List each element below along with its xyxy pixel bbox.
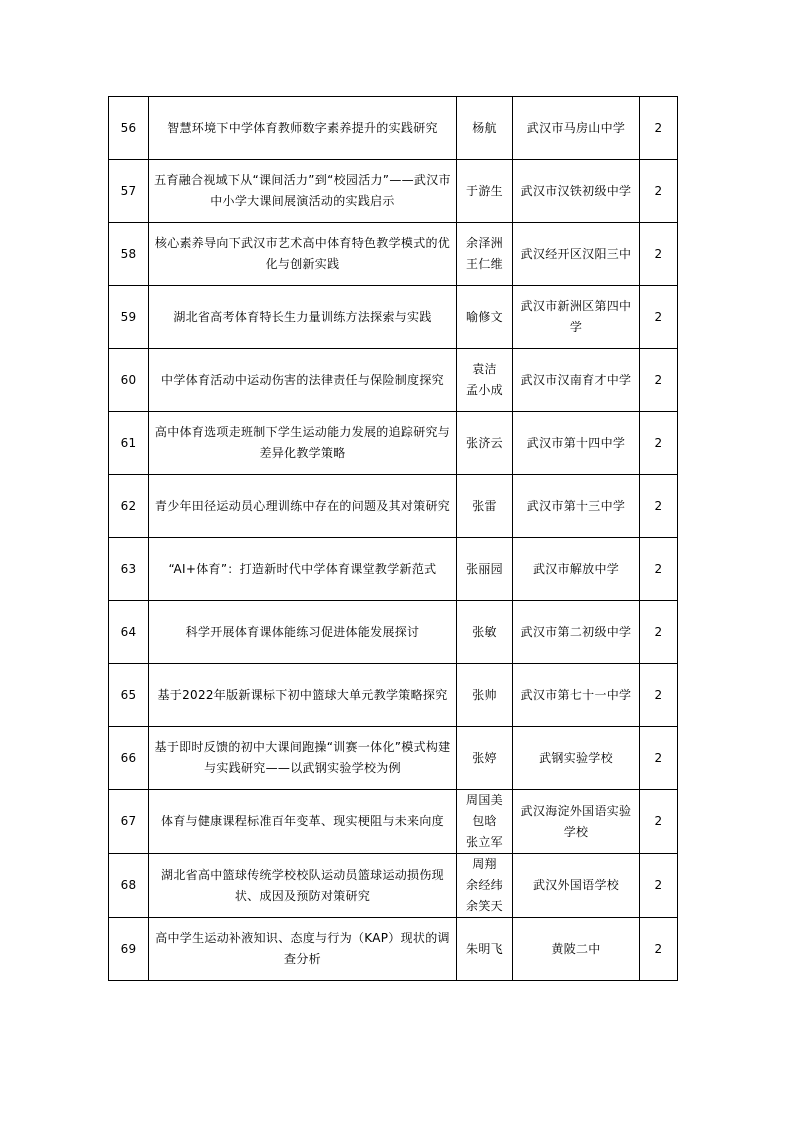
paper-title: 湖北省高考体育特长生力量训练方法探索与实践 [149, 286, 457, 349]
school-name: 武汉市第七十一中学 [513, 664, 640, 727]
author-name: 朱明飞 [466, 941, 503, 956]
author-name: 孟小成 [466, 383, 503, 397]
school-name: 武汉市汉南育才中学 [513, 349, 640, 412]
author-name: 余经纬 [466, 878, 503, 892]
author-name: 包晗 [472, 814, 497, 828]
award-level: 2 [640, 475, 678, 538]
row-number: 58 [109, 223, 149, 286]
row-number: 62 [109, 475, 149, 538]
table-row [109, 412, 678, 475]
author-cell [457, 286, 513, 349]
paper-title: 五育融合视域下从“课间活力”到“校园活力”——武汉市中小学大课间展演活动的实践启示 [149, 160, 457, 223]
school-name: 武汉市新洲区第四中学 [513, 286, 640, 349]
table-row [109, 286, 678, 349]
row-number: 61 [109, 412, 149, 475]
author-cell [457, 349, 513, 412]
table-row [109, 727, 678, 790]
row-number: 69 [109, 918, 149, 981]
paper-title: 基于即时反馈的初中大课间跑操“训赛一体化”模式构建与实践研究——以武钢实验学校为例 [149, 727, 457, 790]
award-level: 2 [640, 918, 678, 981]
award-level: 2 [640, 97, 678, 160]
table-row [109, 538, 678, 601]
row-number: 56 [109, 97, 149, 160]
award-level: 2 [640, 286, 678, 349]
author-name: 余笑天 [466, 899, 503, 913]
author-name: 张立军 [466, 835, 503, 849]
author-name: 周翔 [472, 857, 497, 871]
paper-title: 体育与健康课程标准百年变革、现实梗阻与未来向度 [149, 790, 457, 854]
school-name: 武汉市第二初级中学 [513, 601, 640, 664]
row-number: 59 [109, 286, 149, 349]
row-number: 66 [109, 727, 149, 790]
author-name: 杨航 [472, 120, 497, 135]
author-name: 张敏 [472, 624, 497, 639]
award-level: 2 [640, 160, 678, 223]
author-name: 喻修文 [466, 309, 503, 324]
results-table [108, 96, 678, 981]
school-name: 武汉市解放中学 [513, 538, 640, 601]
school-name: 武汉外国语学校 [513, 854, 640, 918]
author-cell [457, 601, 513, 664]
paper-title: “AI+体育”：打造新时代中学体育课堂教学新范式 [149, 538, 457, 601]
author-cell [457, 918, 513, 981]
paper-title: 湖北省高中篮球传统学校校队运动员篮球运动损伤现状、成因及预防对策研究 [149, 854, 457, 918]
table-row [109, 601, 678, 664]
row-number: 67 [109, 790, 149, 854]
table-row [109, 854, 678, 918]
award-level: 2 [640, 854, 678, 918]
author-cell [457, 160, 513, 223]
table-row [109, 223, 678, 286]
table-row [109, 97, 678, 160]
table-row [109, 664, 678, 727]
author-cell [457, 97, 513, 160]
paper-title: 青少年田径运动员心理训练中存在的问题及其对策研究 [149, 475, 457, 538]
row-number: 63 [109, 538, 149, 601]
author-cell [457, 475, 513, 538]
author-name: 张雷 [472, 498, 497, 513]
author-cell [457, 664, 513, 727]
school-name: 武汉市马房山中学 [513, 97, 640, 160]
author-name: 王仁维 [466, 257, 503, 271]
author-cell [457, 538, 513, 601]
award-level: 2 [640, 727, 678, 790]
author-name: 张济云 [466, 435, 503, 450]
award-level: 2 [640, 664, 678, 727]
award-level: 2 [640, 790, 678, 854]
author-cell [457, 854, 513, 918]
school-name: 武汉经开区汉阳三中 [513, 223, 640, 286]
row-number: 60 [109, 349, 149, 412]
paper-title: 高中学生运动补液知识、态度与行为（KAP）现状的调查分析 [149, 918, 457, 981]
school-name: 武钢实验学校 [513, 727, 640, 790]
author-name: 于游生 [466, 183, 503, 198]
school-name: 武汉市第十四中学 [513, 412, 640, 475]
table-row [109, 475, 678, 538]
paper-title: 科学开展体育课体能练习促进体能发展探讨 [149, 601, 457, 664]
school-name: 黄陂二中 [513, 918, 640, 981]
author-cell [457, 412, 513, 475]
author-name: 余泽洲 [466, 236, 503, 250]
table-row [109, 918, 678, 981]
row-number: 57 [109, 160, 149, 223]
table-row [109, 349, 678, 412]
author-name: 张丽园 [466, 561, 503, 576]
school-name: 武汉市第十三中学 [513, 475, 640, 538]
row-number: 64 [109, 601, 149, 664]
school-name: 武汉市汉铁初级中学 [513, 160, 640, 223]
paper-title: 中学体育活动中运动伤害的法律责任与保险制度探究 [149, 349, 457, 412]
paper-title: 高中体育选项走班制下学生运动能力发展的追踪研究与差异化教学策略 [149, 412, 457, 475]
author-cell [457, 790, 513, 854]
award-level: 2 [640, 538, 678, 601]
author-name: 张帅 [472, 687, 497, 702]
row-number: 65 [109, 664, 149, 727]
award-level: 2 [640, 349, 678, 412]
paper-title: 核心素养导向下武汉市艺术高中体育特色教学模式的优化与创新实践 [149, 223, 457, 286]
row-number: 68 [109, 854, 149, 918]
award-level: 2 [640, 412, 678, 475]
award-level: 2 [640, 223, 678, 286]
paper-title: 基于2022年版新课标下初中篮球大单元教学策略探究 [149, 664, 457, 727]
table-row [109, 790, 678, 854]
award-level: 2 [640, 601, 678, 664]
author-name: 张婷 [472, 750, 497, 765]
school-name: 武汉海淀外国语实验学校 [513, 790, 640, 854]
author-name: 周国美 [466, 793, 503, 807]
paper-title: 智慧环境下中学体育教师数字素养提升的实践研究 [149, 97, 457, 160]
author-name: 袁洁 [472, 362, 497, 376]
author-cell [457, 727, 513, 790]
author-cell [457, 223, 513, 286]
table-row [109, 160, 678, 223]
